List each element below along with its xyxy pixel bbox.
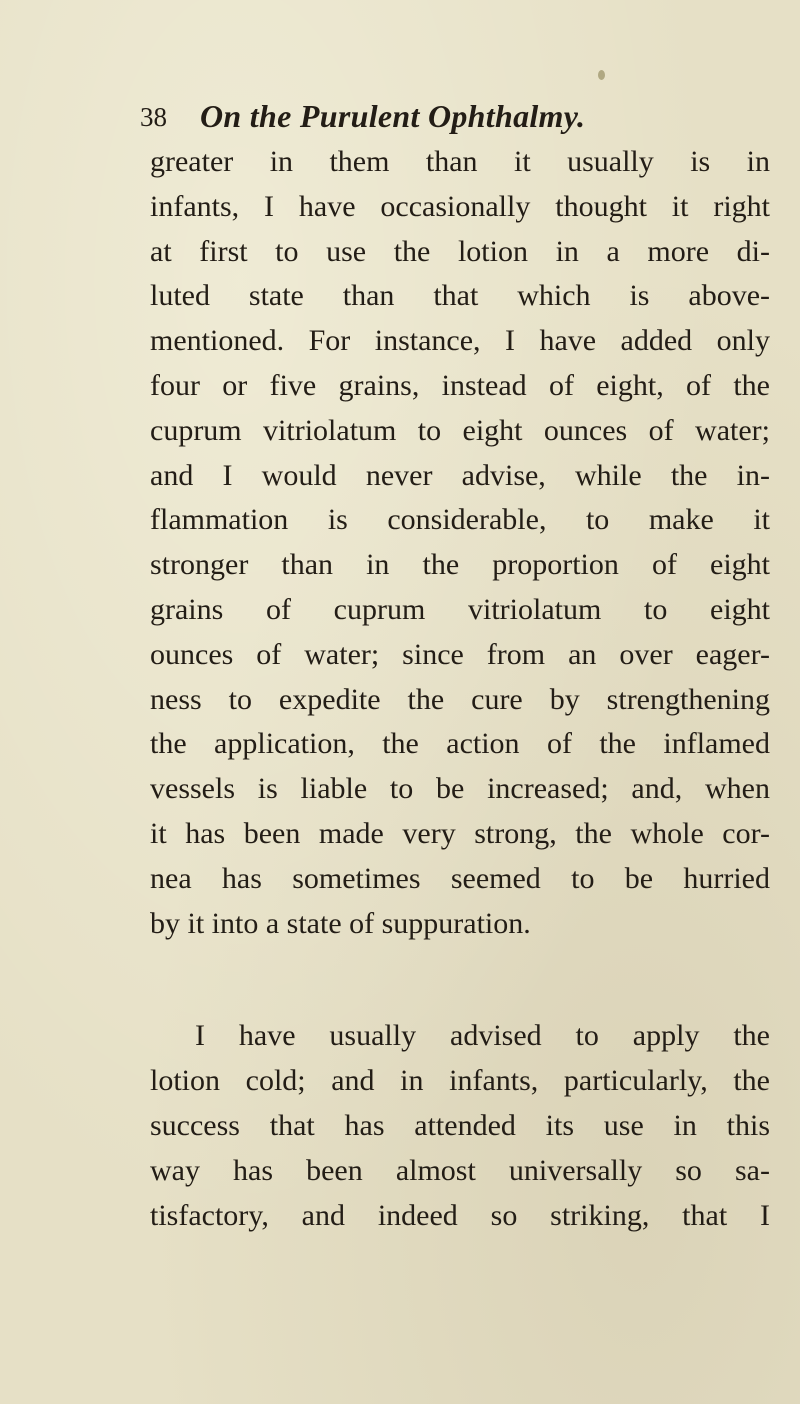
- text-line: stronger than in the proportion of eight: [150, 548, 770, 582]
- text-line: by it into a state of suppuration.: [150, 906, 531, 940]
- text-line: grains of cuprum vitriolatum to eight: [150, 592, 770, 626]
- text-line: tisfactory, and indeed so striking, that I: [150, 1198, 770, 1232]
- text-line: at first to use the lotion in a more di-: [150, 234, 770, 268]
- body-text: [150, 140, 770, 1238]
- ink-speck: [598, 70, 605, 80]
- text-line: mentioned. For instance, I have added only: [150, 324, 770, 358]
- text-line: and I would never advise, while the in-: [150, 458, 770, 492]
- text-line: four or five grains, instead of eight, of the: [150, 368, 770, 402]
- paragraph-2: [150, 1014, 770, 1238]
- running-title: On the Purulent Ophthalmy.: [200, 98, 586, 134]
- text-line: ounces of water; since from an over eager-: [150, 637, 770, 671]
- text-line: vessels is liable to be increased; and, when: [150, 772, 770, 806]
- text-line: luted state than that which is above-: [150, 279, 770, 313]
- text-line: way has been almost universally so sa-: [150, 1153, 770, 1187]
- text-line: cuprum vitriolatum to eight ounces of water;: [150, 413, 770, 447]
- text-line: lotion cold; and in infants, particularly, the: [150, 1064, 770, 1098]
- text-line: success that has attended its use in this: [150, 1108, 770, 1142]
- paragraph-gap: [150, 946, 770, 1014]
- text-line: greater in them than it usually is in: [150, 145, 770, 178]
- text-line: infants, I have occasionally thought it right: [150, 189, 770, 223]
- text-line: it has been made very strong, the whole cor-: [150, 816, 770, 850]
- page-number: 38: [140, 102, 167, 132]
- text-line: nea has sometimes seemed to be hurried: [150, 861, 770, 895]
- text-line: flammation is considerable, to make it: [150, 503, 770, 537]
- text-line: I have usually advised to apply the: [195, 1019, 770, 1053]
- text-line: the application, the action of the inflamed: [150, 727, 770, 761]
- paragraph-1: [150, 140, 770, 946]
- text-line: ness to expedite the cure by strengthening: [150, 682, 770, 716]
